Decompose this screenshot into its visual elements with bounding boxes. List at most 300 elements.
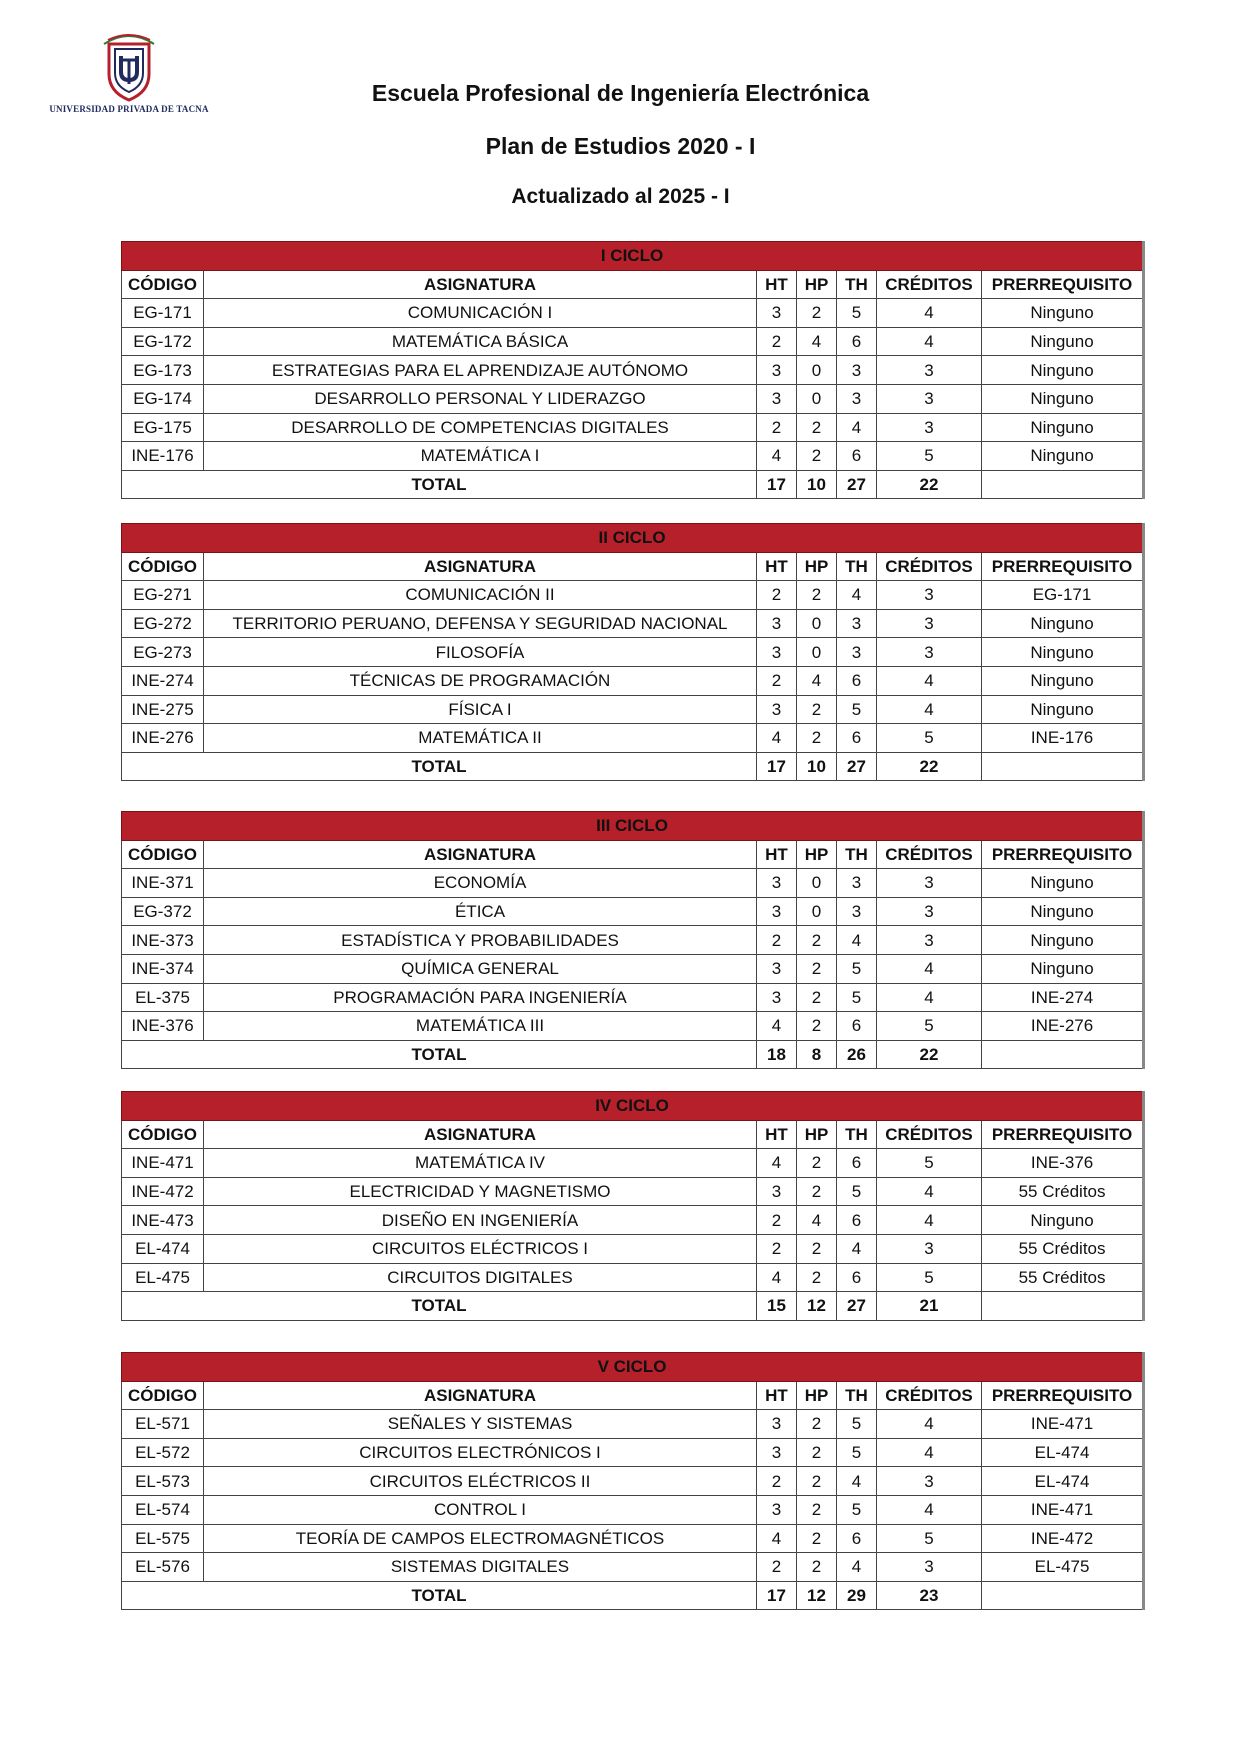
cell-code: INE-371 <box>122 869 204 898</box>
cell-prereq: 55 Créditos <box>982 1234 1144 1263</box>
total-row <box>122 470 1144 499</box>
cell-th: 5 <box>837 1177 877 1206</box>
cell-ht: 2 <box>757 327 797 356</box>
cell-subject: DESARROLLO DE COMPETENCIAS DIGITALES <box>204 413 757 442</box>
cell-th: 4 <box>837 1467 877 1496</box>
cell-th: 3 <box>837 356 877 385</box>
cell-hp: 2 <box>797 954 837 983</box>
column-header-code: CÓDIGO <box>122 1120 204 1149</box>
cell-hp: 4 <box>797 666 837 695</box>
cycle-table <box>121 811 1145 1069</box>
cell-code: EG-175 <box>122 413 204 442</box>
cell-th: 3 <box>837 384 877 413</box>
total-prereq-empty <box>982 752 1144 781</box>
cell-prereq: EG-171 <box>982 581 1144 610</box>
page-updated: Actualizado al 2025 - I <box>511 185 730 208</box>
cycle-table <box>121 1352 1145 1610</box>
cell-hp: 2 <box>797 1263 837 1292</box>
cell-th: 5 <box>837 1438 877 1467</box>
column-header-prereq: PRERREQUISITO <box>982 1381 1144 1410</box>
cell-ht: 2 <box>757 1467 797 1496</box>
cell-th: 5 <box>837 954 877 983</box>
cell-credits: 3 <box>877 1234 982 1263</box>
cell-ht: 3 <box>757 983 797 1012</box>
cell-ht: 3 <box>757 356 797 385</box>
cell-code: EG-172 <box>122 327 204 356</box>
cell-credits: 4 <box>877 299 982 328</box>
cell-subject: TERRITORIO PERUANO, DEFENSA Y SEGURIDAD NACIONAL <box>204 609 757 638</box>
cell-code: EG-174 <box>122 384 204 413</box>
cell-code: INE-376 <box>122 1012 204 1041</box>
cell-subject: ECONOMÍA <box>204 869 757 898</box>
cell-prereq: EL-474 <box>982 1467 1144 1496</box>
table-row <box>122 327 1144 356</box>
cell-prereq: Ninguno <box>982 666 1144 695</box>
cycle-title: III CICLO <box>122 812 1144 841</box>
column-header-th: TH <box>837 270 877 299</box>
cycle-table <box>121 241 1145 499</box>
cell-credits: 5 <box>877 1263 982 1292</box>
cell-ht: 3 <box>757 299 797 328</box>
cell-credits: 5 <box>877 1524 982 1553</box>
cell-subject: CIRCUITOS ELÉCTRICOS I <box>204 1234 757 1263</box>
column-header-row <box>122 552 1144 581</box>
cell-prereq: Ninguno <box>982 695 1144 724</box>
cell-credits: 3 <box>877 638 982 667</box>
column-header-hp: HP <box>797 270 837 299</box>
cycle-header-row <box>122 812 1144 841</box>
total-credits: 22 <box>877 752 982 781</box>
cycle-title: II CICLO <box>122 524 1144 553</box>
cell-subject: MATEMÁTICA I <box>204 442 757 471</box>
cell-hp: 2 <box>797 442 837 471</box>
column-header-hp: HP <box>797 1120 837 1149</box>
cell-prereq: Ninguno <box>982 413 1144 442</box>
total-ht: 17 <box>757 470 797 499</box>
cell-th: 6 <box>837 327 877 356</box>
cell-prereq: Ninguno <box>982 442 1144 471</box>
cell-th: 6 <box>837 1012 877 1041</box>
table-row <box>122 724 1144 753</box>
total-ht: 17 <box>757 752 797 781</box>
table-row <box>122 1206 1144 1235</box>
total-row <box>122 1292 1144 1321</box>
cell-subject: CIRCUITOS ELÉCTRICOS II <box>204 1467 757 1496</box>
cell-credits: 4 <box>877 954 982 983</box>
total-label: TOTAL <box>122 1040 757 1069</box>
cell-credits: 3 <box>877 1467 982 1496</box>
cell-code: EG-271 <box>122 581 204 610</box>
column-header-th: TH <box>837 1120 877 1149</box>
cell-prereq: INE-472 <box>982 1524 1144 1553</box>
cell-credits: 3 <box>877 869 982 898</box>
cell-code: EL-475 <box>122 1263 204 1292</box>
cell-credits: 3 <box>877 1553 982 1582</box>
cell-code: EL-571 <box>122 1410 204 1439</box>
cell-prereq: INE-176 <box>982 724 1144 753</box>
cell-code: INE-274 <box>122 666 204 695</box>
cell-hp: 0 <box>797 638 837 667</box>
column-header-row <box>122 270 1144 299</box>
cell-hp: 0 <box>797 609 837 638</box>
table-row <box>122 695 1144 724</box>
table-row <box>122 299 1144 328</box>
cell-credits: 3 <box>877 609 982 638</box>
cell-ht: 2 <box>757 413 797 442</box>
cell-ht: 2 <box>757 926 797 955</box>
cycle-title: I CICLO <box>122 242 1144 271</box>
cell-code: EL-576 <box>122 1553 204 1582</box>
cell-code: EG-173 <box>122 356 204 385</box>
cell-credits: 5 <box>877 1012 982 1041</box>
cell-credits: 4 <box>877 1495 982 1524</box>
cell-ht: 3 <box>757 1177 797 1206</box>
cell-credits: 3 <box>877 581 982 610</box>
cell-code: EL-574 <box>122 1495 204 1524</box>
table-row <box>122 983 1144 1012</box>
cycle-section <box>121 811 1146 1069</box>
table-row <box>122 638 1144 667</box>
cell-code: INE-472 <box>122 1177 204 1206</box>
total-th: 29 <box>837 1581 877 1610</box>
total-credits: 21 <box>877 1292 982 1321</box>
table-row <box>122 1495 1144 1524</box>
cell-subject: DISEÑO EN INGENIERÍA <box>204 1206 757 1235</box>
cell-subject: COMUNICACIÓN I <box>204 299 757 328</box>
cell-hp: 2 <box>797 1410 837 1439</box>
table-row <box>122 1149 1144 1178</box>
column-header-ht: HT <box>757 840 797 869</box>
cell-credits: 4 <box>877 666 982 695</box>
cell-hp: 0 <box>797 356 837 385</box>
cell-credits: 5 <box>877 724 982 753</box>
cell-hp: 2 <box>797 1149 837 1178</box>
table-row <box>122 1012 1144 1041</box>
cell-hp: 2 <box>797 695 837 724</box>
cell-credits: 4 <box>877 1410 982 1439</box>
column-header-th: TH <box>837 552 877 581</box>
total-prereq-empty <box>982 1040 1144 1069</box>
column-header-code: CÓDIGO <box>122 270 204 299</box>
cell-prereq: INE-471 <box>982 1410 1144 1439</box>
cell-code: INE-176 <box>122 442 204 471</box>
cell-code: EL-573 <box>122 1467 204 1496</box>
total-hp: 12 <box>797 1581 837 1610</box>
total-hp: 12 <box>797 1292 837 1321</box>
column-header-credits: CRÉDITOS <box>877 270 982 299</box>
page-subtitle: Plan de Estudios 2020 - I <box>485 133 756 159</box>
cell-th: 3 <box>837 869 877 898</box>
table-row <box>122 1177 1144 1206</box>
cell-prereq: INE-376 <box>982 1149 1144 1178</box>
cell-th: 4 <box>837 926 877 955</box>
cell-th: 6 <box>837 1149 877 1178</box>
cell-ht: 3 <box>757 638 797 667</box>
cell-th: 4 <box>837 413 877 442</box>
cycle-section <box>121 1091 1146 1321</box>
column-header-ht: HT <box>757 270 797 299</box>
cell-th: 6 <box>837 724 877 753</box>
cell-ht: 3 <box>757 1495 797 1524</box>
cell-code: EG-372 <box>122 897 204 926</box>
table-row <box>122 1524 1144 1553</box>
total-credits: 22 <box>877 1040 982 1069</box>
cell-hp: 2 <box>797 983 837 1012</box>
cell-hp: 2 <box>797 724 837 753</box>
column-header-row <box>122 1120 1144 1149</box>
cell-code: EL-572 <box>122 1438 204 1467</box>
cell-prereq: Ninguno <box>982 299 1144 328</box>
cell-subject: ELECTRICIDAD Y MAGNETISMO <box>204 1177 757 1206</box>
cell-code: INE-473 <box>122 1206 204 1235</box>
column-header-code: CÓDIGO <box>122 1381 204 1410</box>
cell-ht: 4 <box>757 1012 797 1041</box>
cycle-section <box>121 241 1146 499</box>
column-header-code: CÓDIGO <box>122 840 204 869</box>
total-row <box>122 752 1144 781</box>
column-header-credits: CRÉDITOS <box>877 552 982 581</box>
cell-code: EL-474 <box>122 1234 204 1263</box>
cell-code: INE-374 <box>122 954 204 983</box>
cell-hp: 2 <box>797 1177 837 1206</box>
table-row <box>122 897 1144 926</box>
table-row <box>122 609 1144 638</box>
total-row <box>122 1581 1144 1610</box>
cell-prereq: INE-274 <box>982 983 1144 1012</box>
cell-ht: 2 <box>757 1234 797 1263</box>
cell-hp: 2 <box>797 413 837 442</box>
cycle-header-row <box>122 242 1144 271</box>
cycle-table <box>121 1091 1145 1321</box>
cell-prereq: Ninguno <box>982 926 1144 955</box>
cell-subject: FÍSICA I <box>204 695 757 724</box>
cell-credits: 3 <box>877 926 982 955</box>
cell-th: 6 <box>837 442 877 471</box>
table-row <box>122 926 1144 955</box>
cell-hp: 4 <box>797 327 837 356</box>
cell-prereq: Ninguno <box>982 638 1144 667</box>
cell-subject: SISTEMAS DIGITALES <box>204 1553 757 1582</box>
cell-prereq: Ninguno <box>982 897 1144 926</box>
cycle-header-row <box>122 1092 1144 1121</box>
cell-ht: 2 <box>757 581 797 610</box>
column-header-row <box>122 840 1144 869</box>
cell-ht: 2 <box>757 1206 797 1235</box>
column-header-prereq: PRERREQUISITO <box>982 1120 1144 1149</box>
cell-th: 3 <box>837 609 877 638</box>
total-row <box>122 1040 1144 1069</box>
total-th: 26 <box>837 1040 877 1069</box>
cell-th: 5 <box>837 695 877 724</box>
total-credits: 22 <box>877 470 982 499</box>
table-row <box>122 1467 1144 1496</box>
total-th: 27 <box>837 752 877 781</box>
column-header-subject: ASIGNATURA <box>204 270 757 299</box>
column-header-subject: ASIGNATURA <box>204 1381 757 1410</box>
cell-subject: MATEMÁTICA IV <box>204 1149 757 1178</box>
cell-prereq: Ninguno <box>982 1206 1144 1235</box>
total-prereq-empty <box>982 1292 1144 1321</box>
cell-subject: ESTADÍSTICA Y PROBABILIDADES <box>204 926 757 955</box>
cell-prereq: 55 Créditos <box>982 1177 1144 1206</box>
column-header-prereq: PRERREQUISITO <box>982 840 1144 869</box>
cell-ht: 3 <box>757 1438 797 1467</box>
cell-credits: 5 <box>877 1149 982 1178</box>
cell-subject: ESTRATEGIAS PARA EL APRENDIZAJE AUTÓNOMO <box>204 356 757 385</box>
cell-ht: 3 <box>757 384 797 413</box>
cell-th: 6 <box>837 1263 877 1292</box>
cell-ht: 4 <box>757 1149 797 1178</box>
cell-credits: 4 <box>877 1438 982 1467</box>
cell-th: 6 <box>837 666 877 695</box>
cell-th: 5 <box>837 1495 877 1524</box>
column-header-th: TH <box>837 1381 877 1410</box>
cycle-header-row <box>122 524 1144 553</box>
column-header-row <box>122 1381 1144 1410</box>
cell-ht: 3 <box>757 869 797 898</box>
cycle-section <box>121 1352 1146 1610</box>
total-hp: 8 <box>797 1040 837 1069</box>
cell-subject: SEÑALES Y SISTEMAS <box>204 1410 757 1439</box>
table-row <box>122 869 1144 898</box>
cell-prereq: EL-474 <box>982 1438 1144 1467</box>
total-hp: 10 <box>797 470 837 499</box>
column-header-credits: CRÉDITOS <box>877 1381 982 1410</box>
cell-credits: 4 <box>877 1206 982 1235</box>
cell-prereq: Ninguno <box>982 384 1144 413</box>
cycle-title: IV CICLO <box>122 1092 1144 1121</box>
column-header-hp: HP <box>797 1381 837 1410</box>
cell-hp: 2 <box>797 1553 837 1582</box>
column-header-hp: HP <box>797 552 837 581</box>
cell-th: 4 <box>837 1553 877 1582</box>
cell-th: 6 <box>837 1206 877 1235</box>
cell-th: 4 <box>837 1234 877 1263</box>
cell-credits: 4 <box>877 1177 982 1206</box>
cell-hp: 0 <box>797 384 837 413</box>
cell-subject: DESARROLLO PERSONAL Y LIDERAZGO <box>204 384 757 413</box>
cell-credits: 4 <box>877 695 982 724</box>
total-prereq-empty <box>982 1581 1144 1610</box>
table-row <box>122 666 1144 695</box>
cell-prereq: Ninguno <box>982 609 1144 638</box>
column-header-hp: HP <box>797 840 837 869</box>
column-header-subject: ASIGNATURA <box>204 552 757 581</box>
cell-hp: 4 <box>797 1206 837 1235</box>
total-ht: 18 <box>757 1040 797 1069</box>
column-header-ht: HT <box>757 1381 797 1410</box>
total-label: TOTAL <box>122 470 757 499</box>
cell-code: INE-471 <box>122 1149 204 1178</box>
total-ht: 15 <box>757 1292 797 1321</box>
cell-code: EG-171 <box>122 299 204 328</box>
table-row <box>122 356 1144 385</box>
cell-th: 5 <box>837 983 877 1012</box>
cell-prereq: INE-471 <box>982 1495 1144 1524</box>
cell-subject: CIRCUITOS DIGITALES <box>204 1263 757 1292</box>
column-header-ht: HT <box>757 1120 797 1149</box>
cell-th: 5 <box>837 299 877 328</box>
total-label: TOTAL <box>122 752 757 781</box>
cell-ht: 2 <box>757 666 797 695</box>
cell-credits: 4 <box>877 327 982 356</box>
cell-prereq: INE-276 <box>982 1012 1144 1041</box>
table-row <box>122 1234 1144 1263</box>
cell-code: EG-273 <box>122 638 204 667</box>
table-row <box>122 954 1144 983</box>
cell-hp: 2 <box>797 1012 837 1041</box>
cell-th: 6 <box>837 1524 877 1553</box>
cycle-title: V CICLO <box>122 1353 1144 1382</box>
cell-hp: 2 <box>797 1234 837 1263</box>
column-header-subject: ASIGNATURA <box>204 1120 757 1149</box>
column-header-ht: HT <box>757 552 797 581</box>
column-header-prereq: PRERREQUISITO <box>982 270 1144 299</box>
table-row <box>122 581 1144 610</box>
cell-code: INE-373 <box>122 926 204 955</box>
cell-hp: 2 <box>797 1438 837 1467</box>
cell-hp: 2 <box>797 1524 837 1553</box>
cell-hp: 2 <box>797 1495 837 1524</box>
total-hp: 10 <box>797 752 837 781</box>
cell-subject: COMUNICACIÓN II <box>204 581 757 610</box>
cell-ht: 4 <box>757 1263 797 1292</box>
cell-code: INE-276 <box>122 724 204 753</box>
cell-prereq: EL-475 <box>982 1553 1144 1582</box>
table-row <box>122 413 1144 442</box>
cell-prereq: Ninguno <box>982 327 1144 356</box>
total-credits: 23 <box>877 1581 982 1610</box>
cell-credits: 3 <box>877 413 982 442</box>
cell-subject: TÉCNICAS DE PROGRAMACIÓN <box>204 666 757 695</box>
table-row <box>122 384 1144 413</box>
cell-code: EL-575 <box>122 1524 204 1553</box>
cell-th: 3 <box>837 638 877 667</box>
cell-subject: MATEMÁTICA II <box>204 724 757 753</box>
total-th: 27 <box>837 1292 877 1321</box>
cell-credits: 3 <box>877 356 982 385</box>
cell-subject: FILOSOFÍA <box>204 638 757 667</box>
cell-code: INE-275 <box>122 695 204 724</box>
cell-ht: 3 <box>757 609 797 638</box>
cell-hp: 2 <box>797 299 837 328</box>
cell-hp: 2 <box>797 1467 837 1496</box>
cell-prereq: 55 Créditos <box>982 1263 1144 1292</box>
cell-hp: 0 <box>797 869 837 898</box>
logo-text: UNIVERSIDAD PRIVADA DE TACNA <box>49 104 209 114</box>
cell-ht: 3 <box>757 695 797 724</box>
column-header-code: CÓDIGO <box>122 552 204 581</box>
cycle-section <box>121 523 1146 781</box>
cell-code: EG-272 <box>122 609 204 638</box>
cycle-table <box>121 523 1145 781</box>
table-row <box>122 1410 1144 1439</box>
cell-prereq: Ninguno <box>982 954 1144 983</box>
cell-hp: 2 <box>797 926 837 955</box>
cell-credits: 3 <box>877 384 982 413</box>
table-row <box>122 1438 1144 1467</box>
cell-subject: QUÍMICA GENERAL <box>204 954 757 983</box>
cell-hp: 2 <box>797 581 837 610</box>
cell-credits: 5 <box>877 442 982 471</box>
cycle-header-row <box>122 1353 1144 1382</box>
cell-hp: 0 <box>797 897 837 926</box>
cell-ht: 2 <box>757 1553 797 1582</box>
page-title: Escuela Profesional de Ingeniería Electrónica <box>371 80 870 106</box>
cell-th: 4 <box>837 581 877 610</box>
cell-ht: 3 <box>757 954 797 983</box>
cell-th: 5 <box>837 1410 877 1439</box>
